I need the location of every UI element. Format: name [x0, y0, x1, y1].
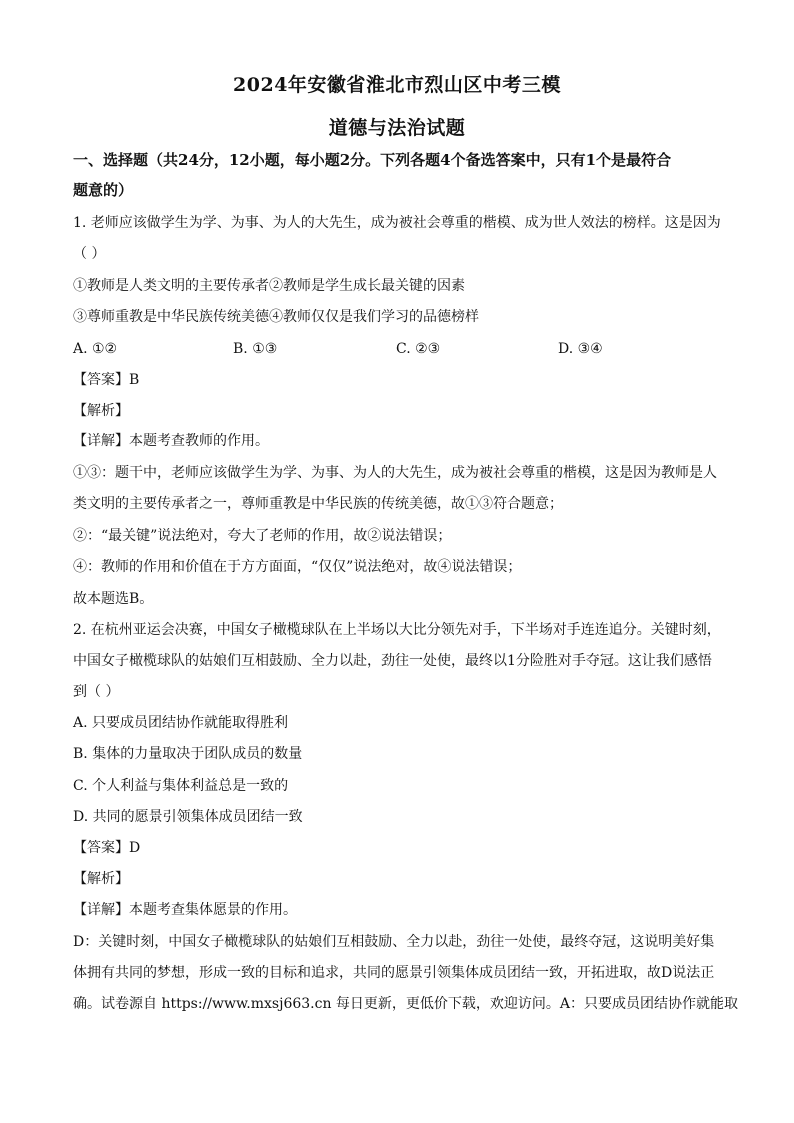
q1-explanation-2: ②：“最关键”说法绝对，夸大了老师的作用，故②说法错误； [73, 528, 452, 544]
exam-subtitle: 道德与法治试题 [328, 117, 466, 139]
q1-explanation-line1: ①③：题干中，老师应该做学生为学、为事、为人的大先生，成为被社会尊重的楷模，这是因为教师是人 [73, 465, 717, 481]
q1-analysis-label: 【解析】 [73, 403, 129, 419]
exam-title: 2024年安徽省淮北市烈山区中考三模 [233, 74, 561, 96]
q1-answer: 【答案】B [73, 372, 140, 388]
q2-stem-line1: 2. 在杭州亚运会决赛，中国女子橄榄球队在上半场以大比分领先对手，下半场对手连连追分。关键时刻， [73, 622, 721, 638]
section-heading-line1: 一、选择题（共24分，12小题，每小题2分。下列各题4个备选答案中，只有1个是最符合 [73, 151, 672, 169]
q1-explanation-3: ④：教师的作用和价值在于方方面面，“仅仅”说法绝对，故④说法错误； [73, 559, 522, 575]
q1-statement-line1: ①教师是人类文明的主要传承者②教师是学生成长最关键的因素 [73, 278, 465, 294]
section-heading-line2: 题意的） [73, 181, 134, 199]
q2-explanation-line1: D：关键时刻，中国女子橄榄球队的姑娘们互相鼓励、全力以赴，劲往一处使，最终夺冠，这说明美好集 [73, 934, 715, 950]
q2-option-c: C. 个人利益与集体利益总是一致的 [73, 778, 289, 794]
q2-explanation-line2: 体拥有共同的梦想，形成一致的目标和追求，共同的愿景引领集体成员团结一致，开拓进取，故D说法正 [73, 965, 715, 981]
q1-stem-line1: 1. 老师应该做学生为学、为事、为人的大先生，成为被社会尊重的楷模、成为世人效法的榜样。这是因为 [73, 215, 721, 231]
q1-statement-line2: ③尊师重教是中华民族传统美德④教师仅仅是我们学习的品德榜样 [73, 309, 479, 325]
q2-option-d: D. 共同的愿景引领集体成员团结一致 [73, 809, 303, 825]
q1-detail: 【详解】本题考查教师的作用。 [73, 433, 269, 449]
q1-option-a: A. ①② [73, 341, 118, 357]
q2-detail: 【详解】本题考查集体愿景的作用。 [73, 902, 297, 918]
q1-option-d: D. ③④ [558, 341, 603, 357]
q2-option-a: A. 只要成员团结协作就能取得胜利 [73, 715, 289, 731]
q1-option-b: B. ①③ [233, 341, 278, 357]
q2-option-b: B. 集体的力量取决于团队成员的数量 [73, 746, 303, 762]
q1-conclusion: 故本题选B。 [73, 591, 154, 607]
q2-stem-line3: 到（ ） [73, 684, 120, 700]
q1-explanation-line2: 类文明的主要传承者之一，尊师重教是中华民族的传统美德，故①③符合题意； [73, 496, 563, 512]
q2-explanation-line3: 确。试卷源自 https://www.mxsj663.cn 每日更新，更低价下载，欢迎访问。A：只要成员团结协作就能取 [73, 996, 739, 1012]
q1-stem-line2: （ ） [73, 246, 106, 262]
q2-stem-line2: 中国女子橄榄球队的姑娘们互相鼓励、全力以赴，劲往一处使，最终以1分险胜对手夺冠。这让我们感悟 [73, 653, 712, 669]
q2-answer: 【答案】D [73, 840, 141, 856]
q2-analysis-label: 【解析】 [73, 871, 129, 887]
q1-option-c: C. ②③ [396, 341, 441, 357]
